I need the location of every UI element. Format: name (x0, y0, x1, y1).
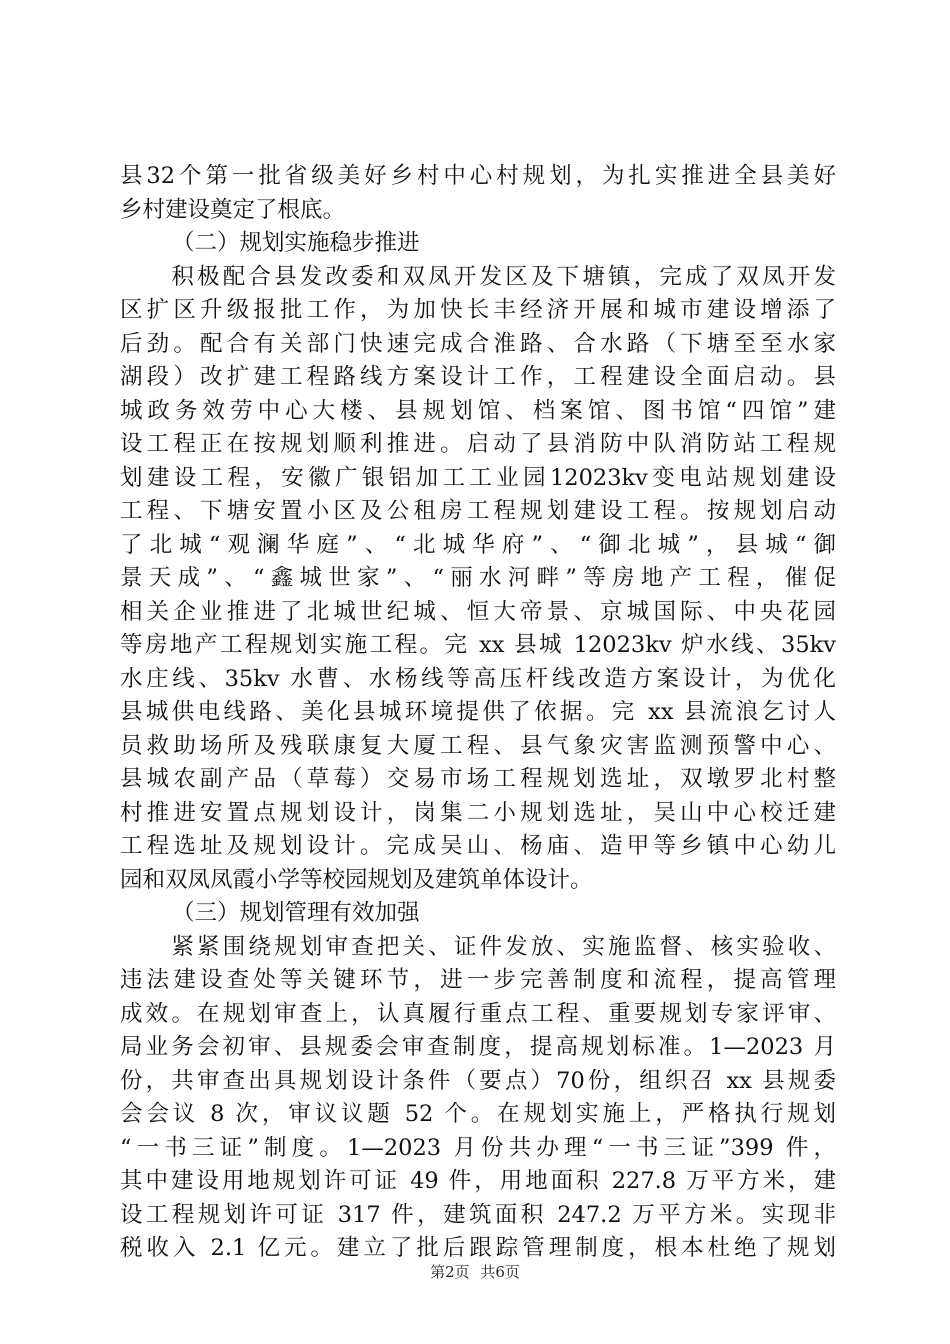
text-line: 县城供电线路、美化县城环境提供了依据。完 xx 县流浪乞讨人 (120, 699, 836, 725)
text-line: 其中建设用地规划许可证 49 件，用地面积 227.8 万平方米，建 (120, 1168, 836, 1194)
text-line: 税收入 2.1 亿元。建立了批后跟踪管理制度，根本杜绝了规划 (120, 1235, 836, 1261)
text-line: 后劲。配合有关部门快速完成合淮路、合水路（下塘至至水家 (120, 330, 836, 357)
text-line: “一书三证”制度。1—2023 月份共办理“一书三证”399 件， (120, 1134, 836, 1161)
section-heading: （二）规划实施稳步推进 (172, 230, 420, 256)
text-line: 设工程规划许可证 317 件，建筑面积 247.2 万平方米。实现非 (120, 1201, 836, 1228)
text-line: 紧紧围绕规划审查把关、证件发放、实施监督、核实验收、 (120, 933, 836, 960)
text-line: 了北城“观澜华庭”、“北城华府”、“御北城”，县城“御 (120, 531, 836, 558)
page-number: 第2页 (430, 1263, 470, 1281)
text-line: 城政务效劳中心大楼、县规划馆、档案馆、图书馆“四馆”建 (120, 397, 836, 424)
text-line: 村推进安置点规划设计，岗集二小规划选址，吴山中心校迁建 (120, 799, 836, 826)
text-line: 景天成”、“鑫城世家”、“丽水河畔”等房地产工程，催促 (120, 565, 836, 591)
text-line: 区扩区升级报批工作，为加快长丰经济开展和城市建设增添了 (120, 297, 836, 323)
section-heading: （三）规划管理有效加强 (172, 900, 420, 926)
text-line: 员救助场所及残联康复大厦工程、县气象灾害监测预警中心、 (120, 732, 836, 759)
document-body (120, 160, 836, 1266)
text-line: 会会议 8 次，审议议题 52 个。在规划实施上，严格执行规划 (120, 1101, 836, 1127)
text-line: 工程选址及规划设计。完成吴山、杨庙、造甲等乡镇中心幼儿 (120, 833, 836, 859)
text-line: 划建设工程，安徽广银铝加工工业园12023kv变电站规划建设 (120, 464, 836, 491)
page-total: 共6页 (480, 1263, 520, 1281)
page-footer (0, 1262, 950, 1282)
text-line: 违法建设查处等关键环节，进一步完善制度和流程，提高管理 (120, 967, 836, 993)
text-line: 等房地产工程规划实施工程。完 xx 县城 12023kv 炉水线、35kv (120, 632, 836, 658)
text-line: 县城农副产品（草莓）交易市场工程规划选址，双墩罗北村整 (120, 766, 836, 792)
text-line: 工程、下塘安置小区及公租房工程规划建设工程。按规划启动 (120, 498, 836, 524)
text-line: 县32个第一批省级美好乡村中心村规划，为扎实推进全县美好 (120, 163, 836, 189)
text-line: 积极配合县发改委和双凤开发区及下塘镇，完成了双凤开发 (120, 263, 836, 290)
text-line: 园和双凤凤霞小学等校园规划及建筑单体设计。 (120, 866, 593, 893)
text-line: 份，共审查出具规划设计条件（要点）70份，组织召 xx 县规委 (120, 1067, 836, 1094)
text-line: 成效。在规划审查上，认真履行重点工程、重要规划专家评审、 (120, 1000, 836, 1027)
text-line: 乡村建设奠定了根底。 (120, 196, 346, 223)
text-line: 设工程正在按规划顺利推进。启动了县消防中队消防站工程规 (120, 431, 836, 457)
text-line: 局业务会初审、县规委会审查制度，提高规划标准。1—2023 月 (120, 1034, 836, 1060)
text-line: 相关企业推进了北城世纪城、恒大帝景、京城国际、中央花园 (120, 598, 836, 625)
text-line: 水庄线、35kv 水曹、水杨线等高压杆线改造方案设计，为优化 (120, 665, 836, 692)
text-line: 湖段）改扩建工程路线方案设计工作，工程建设全面启动。县 (120, 364, 836, 390)
